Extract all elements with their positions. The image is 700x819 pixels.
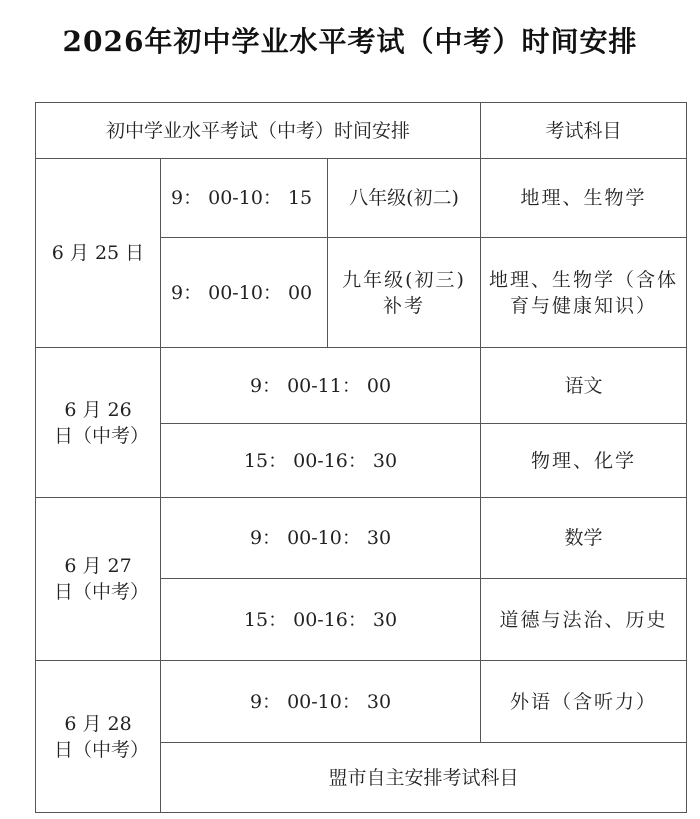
subject-cell: 地理、生物学（含体育与健康知识） <box>481 238 687 348</box>
date-cell: 6 月 26 日（中考） <box>36 348 161 498</box>
note-cell: 盟市自主安排考试科目 <box>161 743 687 813</box>
grade-cell: 九年级(初三)补考 <box>328 238 481 348</box>
subject-cell: 语文 <box>481 348 687 424</box>
exam-schedule-table <box>35 102 687 813</box>
time-cell: 9： 00-10： 00 <box>161 238 328 348</box>
time-cell: 9： 00-10： 15 <box>161 159 328 238</box>
table-row <box>36 348 687 424</box>
table-row <box>36 159 687 238</box>
table-header-row <box>36 103 687 159</box>
time-cell: 9： 00-11： 00 <box>161 348 481 424</box>
time-cell: 9： 00-10： 30 <box>161 498 481 579</box>
time-cell: 15： 00-16： 30 <box>161 424 481 498</box>
grade-cell: 八年级(初二) <box>328 159 481 238</box>
subject-cell: 数学 <box>481 498 687 579</box>
header-subject: 考试科目 <box>481 103 687 159</box>
header-schedule: 初中学业水平考试（中考）时间安排 <box>36 103 481 159</box>
subject-cell: 物理、化学 <box>481 424 687 498</box>
table-row <box>36 498 687 579</box>
date-cell: 6 月 28 日（中考） <box>36 661 161 813</box>
date-cell: 6 月 27 日（中考） <box>36 498 161 661</box>
subject-cell: 地理、生物学 <box>481 159 687 238</box>
page-title: 2026年初中学业水平考试（中考）时间安排 <box>62 25 638 58</box>
time-cell: 15： 00-16： 30 <box>161 579 481 661</box>
table-row <box>36 661 687 743</box>
date-cell: 6 月 25 日 <box>36 159 161 348</box>
time-cell: 9： 00-10： 30 <box>161 661 481 743</box>
subject-cell: 外语（含听力） <box>481 661 687 743</box>
subject-cell: 道德与法治、历史 <box>481 579 687 661</box>
